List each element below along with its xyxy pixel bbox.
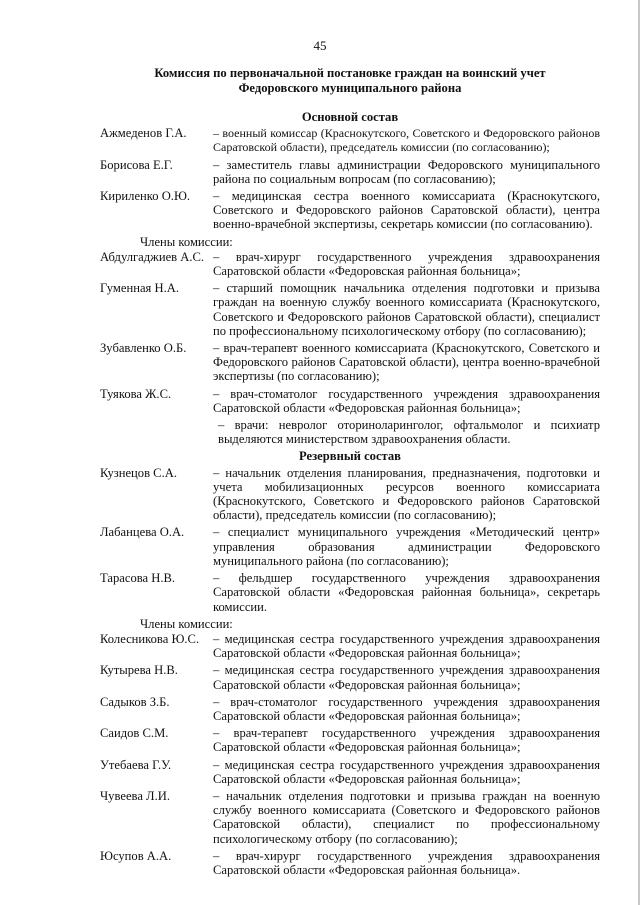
list-item [100,281,600,338]
person-role: – медицинская сестра военного комиссариата (Краснокутского, Советского и Федоровского районов Саратовской области), центра военно-врачебной экспертизы, секретарь комиссии (по согласованию). [213,189,600,232]
title-line-1: Комиссия по первоначальной постановке граждан на воинский учет [154,66,546,80]
list-item [100,189,600,232]
person-name: Гуменная Н.А. [100,281,179,296]
title-line-2: Федоровского муниципального района [238,80,462,95]
person-role: – медицинская сестра государственного учреждения здравоохранения Саратовской области «Федоровская районная больница»; [213,757,600,786]
list-item [100,571,600,614]
person-name: Лабанцева О.А. [100,525,185,540]
person-role: – врач-хирург государственного учреждения здравоохранения Саратовской области «Федоровская районная больница». [213,848,600,877]
person-name: Кириленко О.Ю. [100,189,191,204]
person-role: – врач-хирург государственного учреждения здравоохранения Саратовской области «Федоровская районная больница»; [213,249,600,279]
person-name: Садыков З.Б. [100,694,170,709]
specialists-note: – врачи: невролог оториноларинголог, офтальмолог и психиатр выделяются министерством здравоохранения области. [218,418,600,447]
page-number: 45 [313,38,327,53]
list-item [100,525,600,568]
list-item [100,632,600,660]
person-role: – медицинская сестра государственного учреждения здравоохранения Саратовской области «Федоровская районная больница»; [213,663,600,692]
list-item [100,250,600,278]
document-title [100,66,600,95]
person-name: Утебаева Г.У. [100,757,172,772]
list-item [100,789,600,846]
person-name: Борисова Е.Г. [100,157,173,172]
person-name: Зубавленко О.Б. [100,341,187,356]
section-heading-main: Основной состав [301,110,399,124]
list-item [100,726,600,754]
list-item [100,849,600,877]
person-name: Ажмеденов Г.А. [100,126,187,141]
list-item [100,341,600,384]
person-name: Кутырева Н.В. [100,663,178,678]
list-item [100,126,600,154]
person-role: – начальник отделения подготовки и призыва граждан на военную службу военного комиссариата (Советского и Федоровского районов Саратовской области), специалист по профессиональному психологическому отбору (по согласованию); [213,788,600,846]
members-label-reserve: Члены комиссии: [140,616,233,631]
person-name: Колесникова Ю.С. [100,631,200,646]
list-item [100,695,600,723]
person-role: – военный комиссар (Краснокутского, Советского и Федоровского районов Саратовской области), председатель комиссии (по согласованию); [213,126,600,155]
person-name: Юсупов А.А. [100,848,172,863]
person-role: – медицинская сестра государственного учреждения здравоохранения Саратовской области «Федоровская районная больница»; [213,631,600,661]
person-role: – врач-терапевт государственного учреждения здравоохранения Саратовской области «Федоровская районная больница»; [213,726,600,755]
document-body [100,110,600,880]
list-item [100,387,600,415]
person-role: – врач-терапевт военного комиссариата (Краснокутского, Советского и Федоровского районов Саратовской области), центра военно-врачебной экспертизы (по согласованию); [213,341,600,384]
list-item [100,158,600,186]
person-role: – специалист муниципального учреждения «Методический центр» управления образования администрации Федоровского муниципального района (по согласованию); [213,525,600,568]
list-item [100,758,600,786]
person-name: Туякова Ж.С. [100,386,172,401]
list-item [100,663,600,691]
person-role: – старший помощник начальника отделения подготовки и призыва граждан на военную службу военного комиссариата (Краснокутского, Советского и Федоровского районов Саратовской области), специалист по профессиональному психологическому отбору (по согласованию); [213,281,600,338]
person-role: – врач-стоматолог государственного учреждения здравоохранения Саратовской области «Федоровская районная больница»; [213,694,600,723]
person-role: – фельдшер государственного учреждения здравоохранения Саратовской области «Федоровская районная больница», секретарь комиссии. [213,571,600,614]
section-heading-reserve: Резервный состав [299,449,401,464]
person-name: Тарасова Н.В. [100,571,176,586]
person-role: – врач-стоматолог государственного учреждения здравоохранения Саратовской области «Федоровская районная больница»; [213,386,600,415]
person-name: Кузнецов С.А. [100,465,177,480]
person-name: Саидов С.М. [100,726,169,741]
person-name: Абдулгаджиев А.С. [100,249,205,264]
person-role: – заместитель главы администрации Федоровского муниципального района по социальным вопросам (по согласованию); [213,157,600,186]
list-item [100,466,600,523]
person-role: – начальник отделения планирования, предназначения, подготовки и учета мобилизационных ресурсов военного комиссариата (Краснокутского, Советского и Федоровского районов Саратовской области), председатель комиссии (по согласованию); [213,465,600,523]
person-name: Чувеева Л.И. [100,788,170,803]
members-label-main: Члены комиссии: [140,234,233,249]
